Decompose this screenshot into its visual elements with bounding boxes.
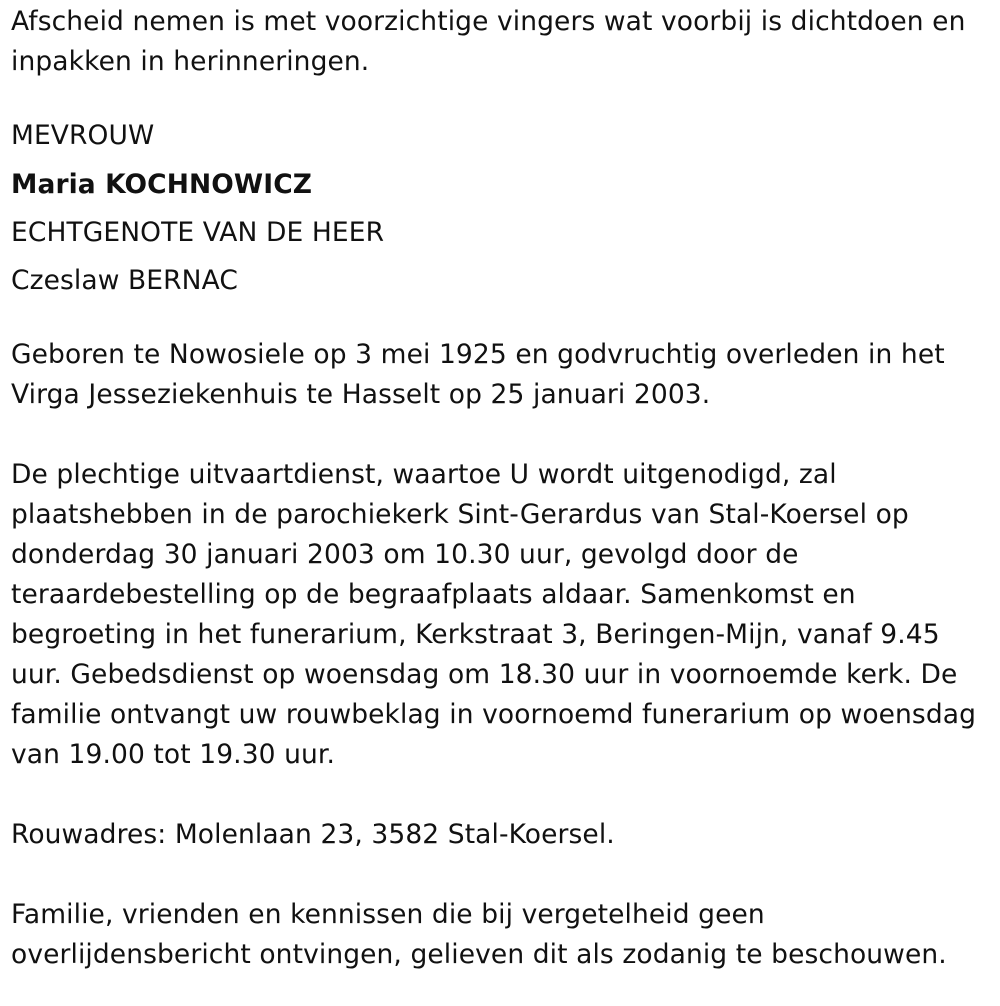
service-line: uur. Gebedsdienst op woensdag om 18.30 uur in voornoemde kerk. De	[11, 659, 958, 690]
intro-line: inpakken in herinneringen.	[11, 46, 370, 77]
birth-death-line: Geboren te Nowosiele op 3 mei 1925 en godvruchtig overleden in het	[11, 339, 945, 370]
spouse-prefix: ECHTGENOTE VAN DE HEER	[11, 217, 385, 248]
spacer	[11, 415, 996, 455]
service-line: De plechtige uitvaartdienst, waartoe U wordt uitgenodigd, zal	[11, 459, 837, 490]
name-block	[11, 112, 996, 305]
service-paragraph	[11, 455, 996, 775]
service-line: van 19.00 tot 19.30 uur.	[11, 739, 336, 770]
spouse-name: Czeslaw BERNAC	[11, 265, 238, 296]
birth-death-line: Virga Jesseziekenhuis te Hasselt op 25 januari 2003.	[11, 379, 711, 410]
spacer	[11, 855, 996, 895]
intro-paragraph	[11, 2, 996, 82]
birth-death-paragraph	[11, 335, 996, 415]
obituary-notice	[11, 2, 996, 975]
deceased-name: Maria KOCHNOWICZ	[11, 169, 313, 200]
service-line: plaatshebben in de parochiekerk Sint-Gerardus van Stal-Koersel op	[11, 499, 909, 530]
closing-paragraph	[11, 895, 996, 975]
spacer	[11, 82, 996, 112]
closing-line: overlijdensbericht ontvingen, gelieven dit als zodanig te beschouwen.	[11, 939, 947, 970]
closing-line: Familie, vrienden en kennissen die bij vergetelheid geen	[11, 899, 765, 930]
intro-line: Afscheid nemen is met voorzichtige vingers wat voorbij is dichtdoen en	[11, 6, 966, 37]
mourning-address: Rouwadres: Molenlaan 23, 3582 Stal-Koersel.	[11, 819, 615, 850]
service-line: begroeting in het funerarium, Kerkstraat 3, Beringen-Mijn, vanaf 9.45	[11, 619, 940, 650]
service-line: teraardebestelling op de begraafplaats aldaar. Samenkomst en	[11, 579, 856, 610]
spacer	[11, 775, 996, 815]
service-line: familie ontvangt uw rouwbeklag in voornoemd funerarium op woensdag	[11, 699, 977, 730]
salutation: MEVROUW	[11, 120, 155, 151]
service-line: donderdag 30 januari 2003 om 10.30 uur, gevolgd door de	[11, 539, 799, 570]
spacer	[11, 305, 996, 335]
